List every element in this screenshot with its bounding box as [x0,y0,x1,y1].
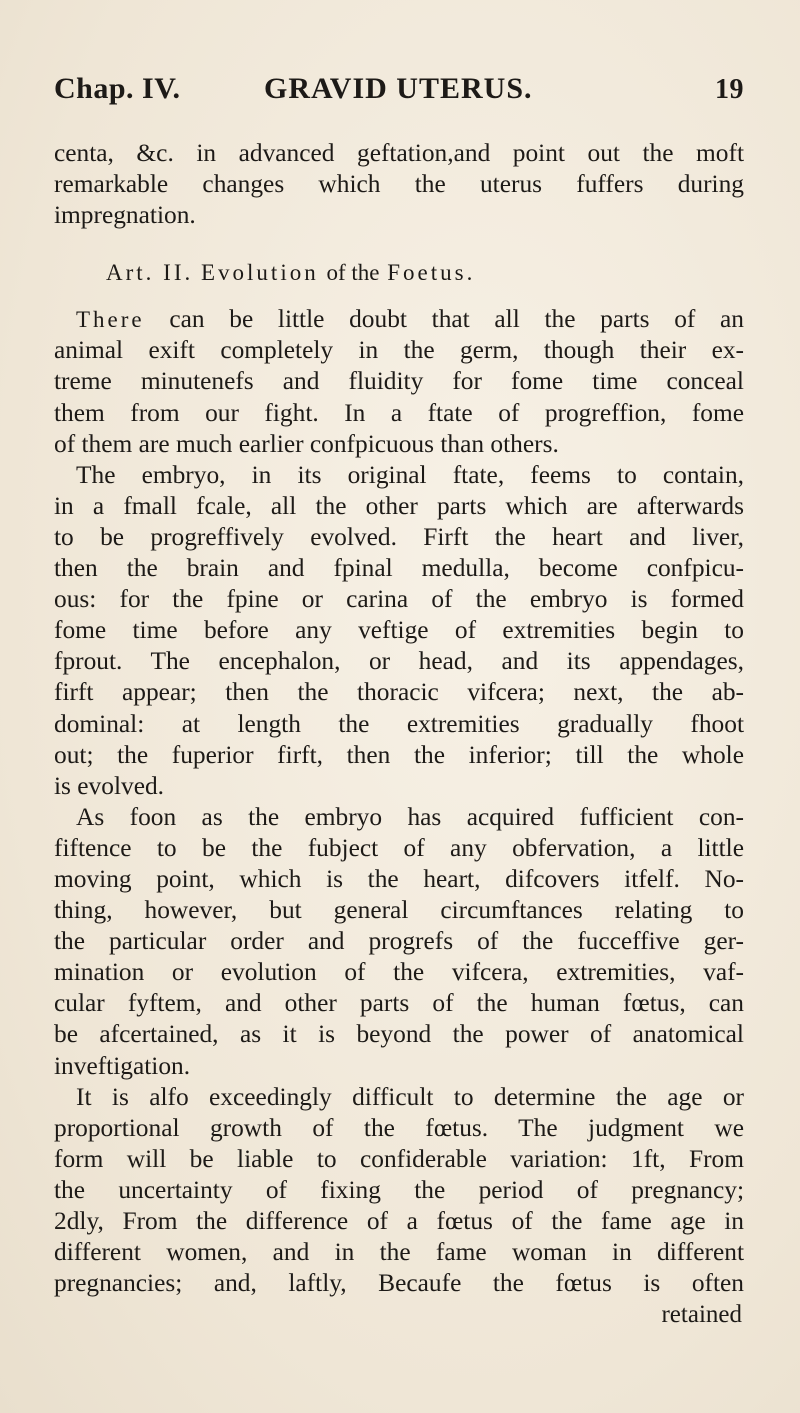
text-line: centa, &c. in advanced geftation,and point out the moft [54,139,744,167]
text-line: is evolved. [54,771,165,800]
first-line-rest: can be little doubt that all the parts of an [144,305,744,334]
running-title: GRAVID UTERUS. [264,72,533,105]
text-line: It is alfo exceedingly difficult to determine the age or [76,1082,744,1111]
heading-of-the: of the [326,260,380,286]
book-page [54,72,744,1330]
text-line: the particular order and progrefs of the fucceffive ger- [54,927,744,956]
article-number: Art. II. [106,260,194,286]
text-line: remarkable changes which the uterus fuffers during [54,170,744,199]
text-line: moving point, which is the heart, difcovers itfelf. No- [54,864,744,893]
paragraph-4 [54,1082,744,1300]
text-line: cular fyftem, and other parts of the human fœtus, can [54,989,744,1018]
heading-foetus: Foetus. [387,260,476,286]
text-line: fome time before any veftige of extremities begin to [54,616,744,645]
text-line [54,304,744,335]
catchword: retained [661,1301,742,1329]
section-heading [54,257,744,288]
text-line: As foon as the embryo has acquired fufficient con- [76,802,744,831]
text-line: of them are much earlier confpicuous than others. [54,429,559,458]
text-line: impregnation. [54,201,196,230]
text-line: form will be liable to confiderable variation: 1ft, From [54,1144,744,1173]
paragraph-2 [54,460,744,802]
text-line: ous: for the fpine or carina of the embryo is formed [54,585,744,614]
text-line: them from our fight. In a ftate of progreffion, fome [54,398,744,427]
text-line: fiftence to be the fubject of any obfervation, a little [54,833,744,862]
text-line: The embryo, in its original ftate, feems to contain, [76,460,744,489]
text-line: then the brain and fpinal medulla, become confpicu- [54,554,744,583]
text-line: different women, and in the fame woman in different [54,1238,744,1267]
text-line: inveftigation. [54,1051,191,1080]
text-line: dominal: at length the extremities gradually fhoot [54,709,744,738]
paragraph-3 [54,802,744,1082]
text-line: mination or evolution of the vifcera, extremities, vaf- [54,958,744,987]
text-line: out; the fuperior firft, then the inferior; till the whole [54,740,744,769]
text-line: fprout. The encephalon, or head, and its appendages, [54,647,744,676]
text-line: firft appear; then the thoracic vifcera; next, the ab- [54,678,744,707]
text-line: pregnancies; and, laftly, Becaufe the fœtus is often [54,1269,744,1298]
drop-word: There [76,307,145,333]
running-head [54,72,744,116]
chapter-label: Chap. IV. [54,72,181,105]
text-line: be afcertained, as it is beyond the power of anatomical [54,1020,744,1049]
page-number: 19 [715,74,744,105]
heading-evolution: Evolution [200,260,319,286]
text-line: the uncertainty of fixing the period of pregnancy; [54,1175,744,1204]
text-line: thing, however, but general circumftances relating to [54,896,744,925]
text-line: 2dly, From the difference of a fœtus of the fame age in [54,1207,744,1235]
intro-paragraph [54,138,744,231]
text-line: animal exift completely in the germ, though their ex- [54,336,744,365]
text-line: to be progreffively evolved. Firft the heart and liver, [54,522,744,551]
text-line: in a fmall fcale, all the other parts which are afterwards [54,491,744,520]
paragraph-1 [54,304,744,459]
text-line: proportional growth of the fœtus. The judgment we [54,1113,744,1142]
text-line: treme minutenefs and fluidity for fome time conceal [54,367,744,396]
